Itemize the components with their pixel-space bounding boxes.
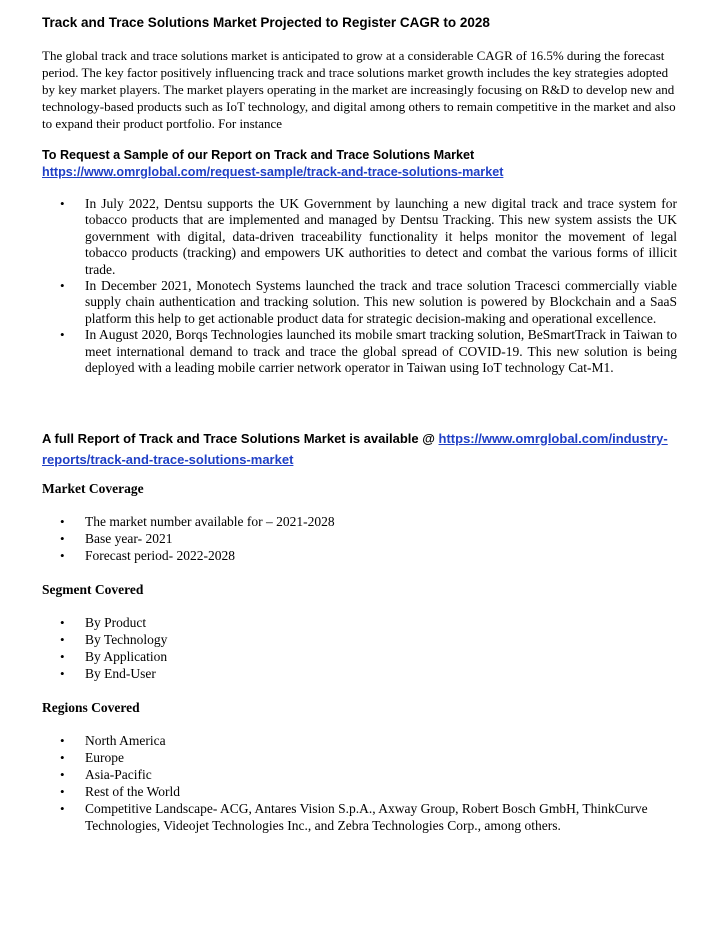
- bullet-icon: •: [60, 666, 65, 681]
- bullet-icon: •: [60, 801, 65, 816]
- bullet-icon: •: [60, 514, 65, 529]
- region-item: North America: [85, 733, 166, 748]
- bullet-icon: •: [60, 767, 65, 782]
- developments-list: [60, 196, 677, 376]
- list-item: [60, 766, 677, 783]
- sample-request-link[interactable]: https://www.omrglobal.com/request-sample/track-and-trace-solutions-market: [42, 165, 504, 179]
- list-item: [60, 196, 677, 278]
- competitive-landscape-text: Competitive Landscape- ACG, Antares Vision S.p.A., Axway Group, Robert Bosch GmbH, ThinkCurve Technologies, Videojet Technologies Inc., and Zebra Technologies Corp., among others.: [85, 801, 648, 833]
- bullet-icon: •: [60, 649, 65, 664]
- coverage-item: The market number available for – 2021-2028: [85, 514, 335, 529]
- bullet-icon: •: [60, 784, 65, 799]
- segment-item: By Product: [85, 615, 147, 630]
- list-item: [60, 614, 677, 631]
- segment-covered-list: [60, 614, 677, 682]
- sample-request-line: [42, 147, 682, 181]
- bullet-icon: •: [60, 750, 65, 765]
- sample-request-text: To Request a Sample of our Report on Track and Trace Solutions Market: [42, 148, 475, 162]
- bullet-icon: •: [60, 327, 65, 343]
- segment-item: By End-User: [85, 666, 156, 681]
- list-item: [60, 513, 677, 530]
- full-report-link[interactable]: https://www.omrglobal.com/industry-reports/track-and-trace-solutions-market: [42, 431, 668, 467]
- bullet-icon: •: [60, 196, 65, 211]
- segment-covered-heading: Segment Covered: [42, 582, 144, 597]
- market-coverage-heading: Market Coverage: [42, 481, 144, 496]
- full-report-text: A full Report of Track and Trace Solutions Market is available @: [42, 431, 439, 446]
- segment-item: By Application: [85, 649, 168, 664]
- list-item: [60, 732, 677, 749]
- bullet-icon: •: [60, 733, 65, 748]
- region-item: Asia-Pacific: [85, 767, 152, 782]
- development-text: In August 2020, Borqs Technologies launched its mobile smart tracking solution, BeSmartTrack in Taiwan to meet international demand to track and trace the global spread of COVID-19. This new solution is being deployed with a leading mobile carrier network operator in Taiwan using IoT technology Cat-M1.: [85, 327, 677, 376]
- region-item: Rest of the World: [85, 784, 181, 799]
- development-text: In December 2021, Monotech Systems launched the track and trace solution Tracesci commercially viable supply chain authentication and tracking solution. This new solution is powered by Blockchain and a SaaS platform this help to get actionable product data for strategic decision-making and operational excellence.: [85, 278, 677, 326]
- full-report-line: [42, 428, 682, 470]
- bullet-icon: •: [60, 615, 65, 630]
- development-text: In July 2022, Dentsu supports the UK Government by launching a new digital track and trace system for tobacco products that are implemented and managed by Dentsu Tracking. This new system assists the UK government with digital, data-driven traceability functionality it helps monitor the movement of legal tobacco products (tracking) and empowers UK authorities to detect and combat the various forms of illicit trade.: [85, 196, 677, 277]
- bullet-icon: •: [60, 548, 65, 563]
- list-item: [60, 665, 677, 682]
- coverage-item: Base year- 2021: [85, 531, 173, 546]
- list-item: [60, 327, 677, 376]
- regions-covered-list: [60, 732, 677, 834]
- list-item: [60, 648, 677, 665]
- list-item: [60, 783, 677, 800]
- document-title: Track and Trace Solutions Market Projected to Register CAGR to 2028: [42, 15, 490, 30]
- regions-covered-heading: Regions Covered: [42, 700, 140, 715]
- list-item: [60, 749, 677, 766]
- list-item: [60, 800, 677, 834]
- list-item: [60, 530, 677, 547]
- list-item: [60, 278, 677, 327]
- bullet-icon: •: [60, 531, 65, 546]
- market-coverage-list: [60, 513, 677, 564]
- bullet-icon: •: [60, 278, 65, 294]
- list-item: [60, 631, 677, 648]
- region-item: Europe: [85, 750, 124, 765]
- segment-item: By Technology: [85, 632, 168, 647]
- bullet-icon: •: [60, 632, 65, 647]
- coverage-item: Forecast period- 2022-2028: [85, 548, 235, 563]
- intro-paragraph: The global track and trace solutions market is anticipated to grow at a considerable CAGR of 16.5% during the forecast period. The key factor positively influencing track and trace solutions market growth includes the key strategies adopted by key market players. The market players operating in the market are increasingly focusing on R&D to develop new and technology-based products such as IoT technology, and digital among others to remain competitive in the market and also to expand their product portfolio. For instance: [42, 48, 676, 131]
- list-item: [60, 547, 677, 564]
